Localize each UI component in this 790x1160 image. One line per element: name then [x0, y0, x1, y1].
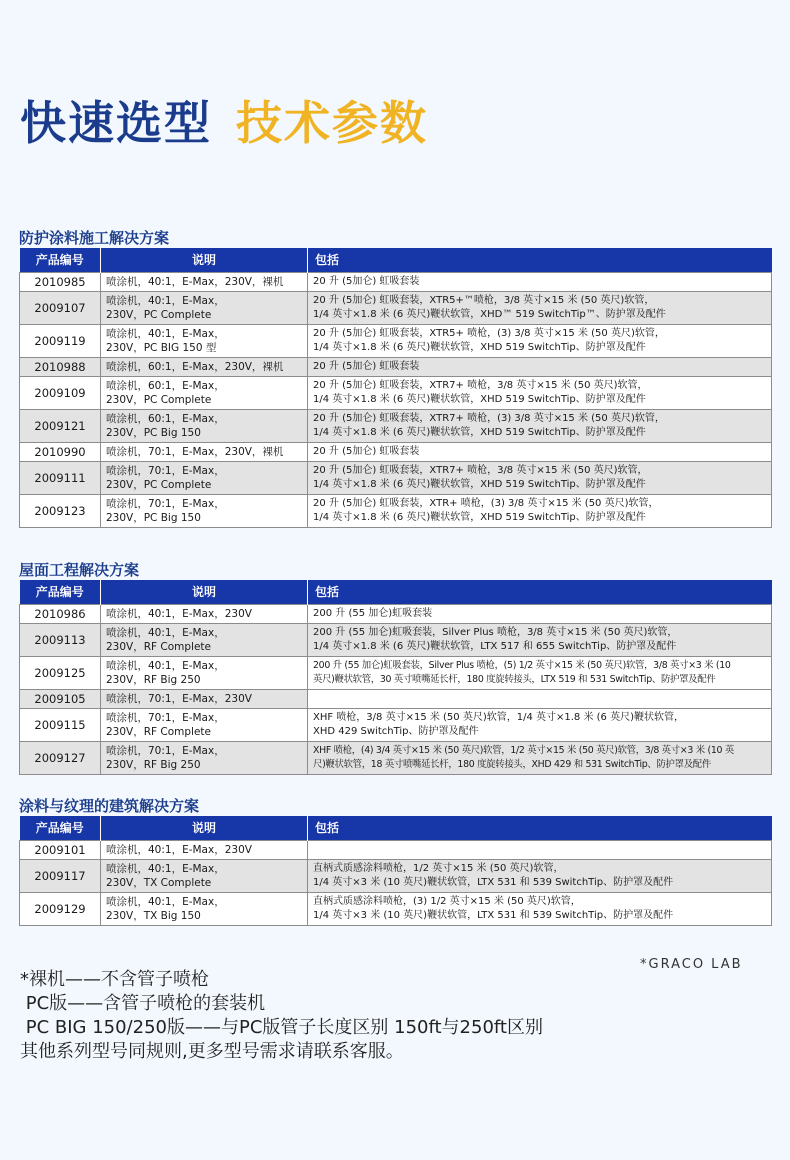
table-row: [20, 377, 772, 410]
cell-includes: 20 升 (5加仑) 虹吸套装，XTR7+ 喷枪，3/8 英寸×15 米 (50 英尺)软管， 1/4 英寸×1.8 米 (6 英尺)鞭状软管，XHD 519 SwitchTip、防护罩及配件: [308, 462, 772, 495]
spec-table: [19, 816, 772, 926]
section-protective-coatings: [19, 228, 771, 528]
cell-desc: 喷涂机，70:1，E-Max， 230V，PC Big 150: [101, 495, 308, 528]
col-header-code: 产品编号: [20, 248, 101, 273]
table-row: [20, 462, 772, 495]
cell-code: 2009123: [20, 495, 101, 528]
cell-desc: 喷涂机，40:1，E-Max， 230V，TX Big 150: [101, 893, 308, 926]
cell-code: 2009119: [20, 325, 101, 358]
table-row: [20, 273, 772, 292]
cell-includes: [308, 690, 772, 709]
cell-includes: XHF 喷枪，(4) 3/4 英寸×15 米 (50 英尺)软管，1/2 英寸×15 米 (50 英尺)软管，3/8 英寸×3 米 (10 英 尺)鞭状软管，18 英寸喷嘴延长杆，180 度旋转接头，XHD 429 和 531 SwitchTip、防护罩及配件: [308, 742, 772, 775]
cell-desc: 喷涂机，40:1，E-Max， 230V，RF Big 250: [101, 657, 308, 690]
cell-desc: 喷涂机，40:1，E-Max， 230V，PC BIG 150 型: [101, 325, 308, 358]
cell-desc: 喷涂机，40:1，E-Max，230V，裸机: [101, 273, 308, 292]
col-header-desc: 说明: [101, 248, 308, 273]
table-header-row: [20, 248, 772, 273]
cell-code: 2009101: [20, 841, 101, 860]
cell-includes: 20 升 (5加仑) 虹吸套装，XTR7+ 喷枪，(3) 3/8 英寸×15 米 (50 英尺)软管， 1/4 英寸×1.8 米 (6 英尺)鞭状软管，XHD 519 SwitchTip、防护罩及配件: [308, 410, 772, 443]
note-line: 其他系列型号同规则,更多型号需求请联系客服。: [20, 1041, 404, 1062]
section-title: 屋面工程解决方案: [19, 561, 140, 579]
table-row: [20, 690, 772, 709]
col-header-includes: 包括: [308, 580, 772, 605]
cell-includes: 直柄式质感涂料喷枪，1/2 英寸×15 米 (50 英尺)软管， 1/4 英寸×3 米 (10 英尺)鞭状软管，LTX 531 和 539 SwitchTip、防护罩及配件: [308, 860, 772, 893]
cell-includes: 200 升 (55 加仑)虹吸套装: [308, 605, 772, 624]
table-row: [20, 495, 772, 528]
title-quick-select: 快速选型: [20, 96, 212, 150]
cell-desc: 喷涂机，60:1，E-Max， 230V，PC Big 150: [101, 410, 308, 443]
cell-desc: 喷涂机，60:1，E-Max，230V，裸机: [101, 358, 308, 377]
col-header-includes: 包括: [308, 248, 772, 273]
cell-code: 2009129: [20, 893, 101, 926]
cell-code: 2010986: [20, 605, 101, 624]
cell-code: 2010985: [20, 273, 101, 292]
cell-desc: 喷涂机，40:1，E-Max，230V: [101, 841, 308, 860]
cell-desc: 喷涂机，70:1，E-Max， 230V，PC Complete: [101, 462, 308, 495]
cell-code: 2009127: [20, 742, 101, 775]
spec-table: [19, 580, 772, 775]
section-roofing: [19, 560, 771, 775]
cell-code: 2009117: [20, 860, 101, 893]
cell-includes: 200 升 (55 加仑)虹吸套装，Silver Plus 喷枪，(5) 1/2 英寸×15 米 (50 英尺)软管，3/8 英寸×3 米 (10 英尺)鞭状软管，30 英寸喷嘴延长杆，180 度旋转接头，LTX 519 和 531 SwitchTip、防护罩及配件: [308, 657, 772, 690]
table-row: [20, 325, 772, 358]
section-architectural: [19, 796, 771, 926]
cell-code: 2010990: [20, 443, 101, 462]
col-header-code: 产品编号: [20, 816, 101, 841]
cell-desc: 喷涂机，40:1，E-Max， 230V，RF Complete: [101, 624, 308, 657]
cell-desc: 喷涂机，70:1，E-Max，230V，裸机: [101, 443, 308, 462]
note-line: *裸机——不含管子喷枪: [20, 969, 209, 990]
cell-code: 2009109: [20, 377, 101, 410]
cell-includes: 20 升 (5加仑) 虹吸套装，XTR5+™喷枪，3/8 英寸×15 米 (50 英尺)软管， 1/4 英寸×1.8 米 (6 英尺)鞭状软管，XHD™ 519 SwitchTip™、防护罩及配件: [308, 292, 772, 325]
section-title: 防护涂料施工解决方案: [19, 229, 170, 247]
table-header-row: [20, 580, 772, 605]
section-title: 涂料与纹理的建筑解决方案: [19, 797, 200, 815]
cell-includes: 直柄式质感涂料喷枪，(3) 1/2 英寸×15 米 (50 英尺)软管， 1/4 英寸×3 米 (10 英尺)鞭状软管，LTX 531 和 539 SwitchTip、防护罩及配件: [308, 893, 772, 926]
cell-includes: XHF 喷枪，3/8 英寸×15 米 (50 英尺)软管，1/4 英寸×1.8 米 (6 英尺)鞭状软管， XHD 429 SwitchTip、防护罩及配件: [308, 709, 772, 742]
note-line: PC BIG 150/250版——与PC版管子长度区别 150ft与250ft区别: [20, 1017, 543, 1038]
cell-code: 2009107: [20, 292, 101, 325]
cell-includes: 20 升 (5加仑) 虹吸套装，XTR+ 喷枪，(3) 3/8 英寸×15 米 (50 英尺)软管， 1/4 英寸×1.8 米 (6 英尺)鞭状软管，XHD 519 SwitchTip、防护罩及配件: [308, 495, 772, 528]
brand-label: *GRACO LAB: [640, 957, 743, 972]
cell-includes: 20 升 (5加仑) 虹吸套装，XTR7+ 喷枪，3/8 英寸×15 米 (50 英尺)软管， 1/4 英寸×1.8 米 (6 英尺)鞭状软管，XHD 519 SwitchTip、防护罩及配件: [308, 377, 772, 410]
cell-desc: 喷涂机，70:1，E-Max，230V: [101, 690, 308, 709]
table-row: [20, 657, 772, 690]
table-row: [20, 624, 772, 657]
title-tech-params: 技术参数: [236, 96, 428, 150]
col-header-desc: 说明: [101, 580, 308, 605]
col-header-code: 产品编号: [20, 580, 101, 605]
cell-code: 2009105: [20, 690, 101, 709]
cell-code: 2010988: [20, 358, 101, 377]
cell-desc: 喷涂机，70:1，E-Max， 230V，RF Big 250: [101, 742, 308, 775]
col-header-includes: 包括: [308, 816, 772, 841]
cell-code: 2009113: [20, 624, 101, 657]
cell-desc: 喷涂机，40:1，E-Max，230V: [101, 605, 308, 624]
cell-desc: 喷涂机，70:1，E-Max， 230V，RF Complete: [101, 709, 308, 742]
cell-includes: 200 升 (55 加仑)虹吸套装，Silver Plus 喷枪，3/8 英寸×15 米 (50 英尺)软管， 1/4 英寸×1.8 米 (6 英尺)鞭状软管，LTX 517 和 655 SwitchTip、防护罩及配件: [308, 624, 772, 657]
cell-includes: 20 升 (5加仑) 虹吸套装: [308, 273, 772, 292]
table-row: [20, 709, 772, 742]
col-header-desc: 说明: [101, 816, 308, 841]
table-row: [20, 893, 772, 926]
table-row: [20, 410, 772, 443]
table-row: [20, 605, 772, 624]
table-row: [20, 860, 772, 893]
cell-desc: 喷涂机，40:1，E-Max， 230V，TX Complete: [101, 860, 308, 893]
note-line: PC版——含管子喷枪的套装机: [20, 993, 266, 1014]
cell-code: 2009125: [20, 657, 101, 690]
cell-code: 2009111: [20, 462, 101, 495]
cell-includes: 20 升 (5加仑) 虹吸套装: [308, 443, 772, 462]
table-row: [20, 443, 772, 462]
cell-code: 2009115: [20, 709, 101, 742]
page-title: [20, 96, 428, 150]
cell-code: 2009121: [20, 410, 101, 443]
table-row: [20, 841, 772, 860]
table-row: [20, 292, 772, 325]
footnotes: [20, 968, 543, 1064]
table-header-row: [20, 816, 772, 841]
cell-includes: [308, 841, 772, 860]
table-row: [20, 742, 772, 775]
cell-includes: 20 升 (5加仑) 虹吸套装，XTR5+ 喷枪，(3) 3/8 英寸×15 米 (50 英尺)软管， 1/4 英寸×1.8 米 (6 英尺)鞭状软管，XHD 519 SwitchTip、防护罩及配件: [308, 325, 772, 358]
cell-desc: 喷涂机，40:1，E-Max， 230V，PC Complete: [101, 292, 308, 325]
cell-includes: 20 升 (5加仑) 虹吸套装: [308, 358, 772, 377]
spec-table: [19, 248, 772, 528]
cell-desc: 喷涂机，60:1，E-Max， 230V，PC Complete: [101, 377, 308, 410]
table-row: [20, 358, 772, 377]
